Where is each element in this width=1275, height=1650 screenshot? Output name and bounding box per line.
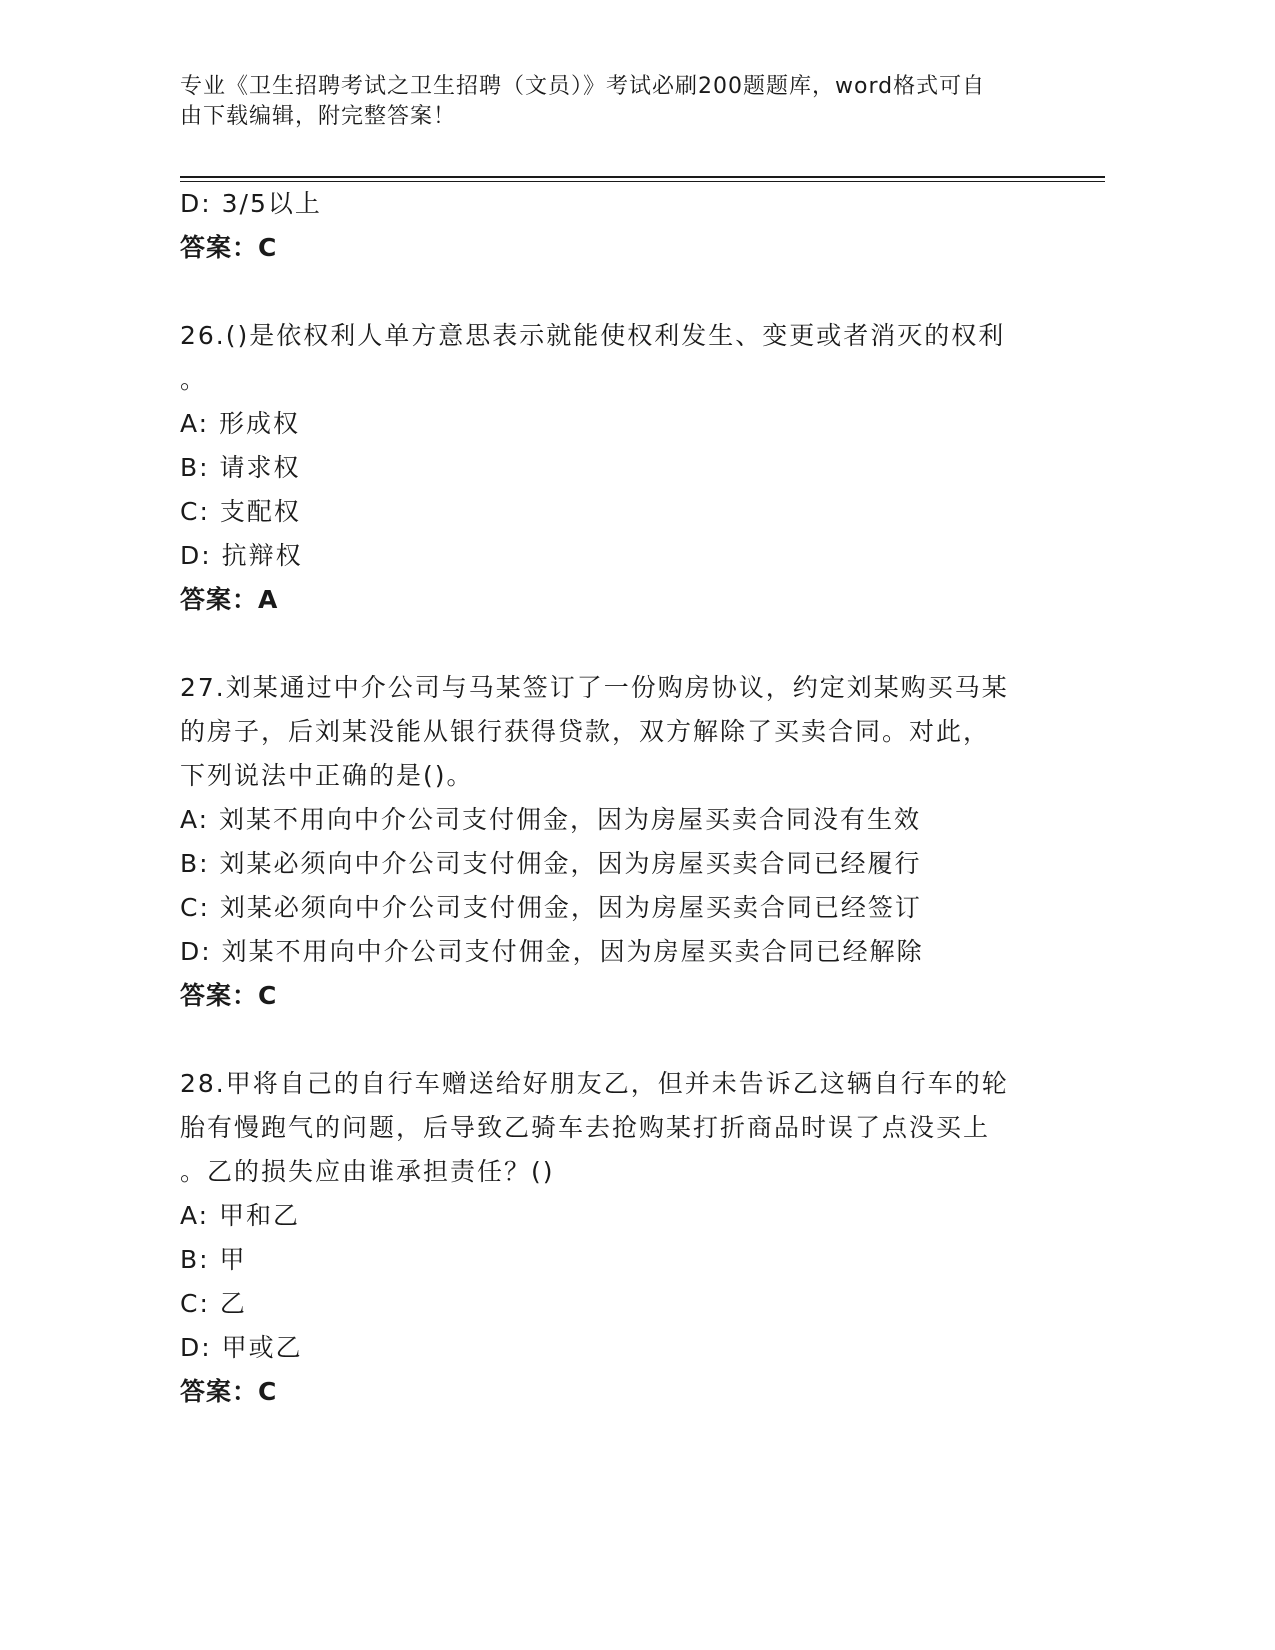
question-text-line: 胎有慢跑气的问题，后导致乙骑车去抢购某打折商品时误了点没买上 bbox=[180, 1113, 991, 1142]
option-c: C: 支配权 bbox=[180, 497, 301, 526]
option-d: D: 3/5以上 bbox=[180, 189, 322, 218]
question-block-26 bbox=[180, 314, 1050, 622]
document-header bbox=[180, 72, 1040, 132]
question-block-27 bbox=[180, 666, 1050, 1018]
option-b: B: 请求权 bbox=[180, 453, 301, 482]
spacer bbox=[180, 270, 1050, 314]
option-b: B: 甲 bbox=[180, 1245, 247, 1274]
option-a: A: 甲和乙 bbox=[180, 1201, 301, 1230]
question-block-25 bbox=[180, 182, 1050, 270]
option-b: B: 刘某必须向中介公司支付佣金，因为房屋买卖合同已经履行 bbox=[180, 849, 922, 878]
question-text-line: 26.()是依权利人单方意思表示就能使权利发生、变更或者消灭的权利 bbox=[180, 321, 1006, 350]
spacer bbox=[180, 622, 1050, 666]
option-d: D: 抗辩权 bbox=[180, 541, 303, 570]
question-text-line: 下列说法中正确的是()。 bbox=[180, 761, 474, 790]
question-list bbox=[180, 182, 1050, 1414]
option-a: A: 形成权 bbox=[180, 409, 301, 438]
answer-line: 答案：C bbox=[180, 981, 278, 1010]
question-block-28 bbox=[180, 1062, 1050, 1414]
spacer bbox=[180, 1018, 1050, 1062]
option-d: D: 甲或乙 bbox=[180, 1333, 303, 1362]
header-divider-thick bbox=[180, 176, 1105, 178]
question-text-line: 。乙的损失应由谁承担责任？() bbox=[180, 1157, 555, 1186]
header-title-line-1: 专业《卫生招聘考试之卫生招聘（文员）》考试必刷200题题库，word格式可自 bbox=[180, 74, 986, 99]
question-text-line: 。 bbox=[180, 365, 208, 394]
answer-line: 答案：A bbox=[180, 585, 279, 614]
option-d: D: 刘某不用向中介公司支付佣金，因为房屋买卖合同已经解除 bbox=[180, 937, 924, 966]
option-c: C: 刘某必须向中介公司支付佣金，因为房屋买卖合同已经签订 bbox=[180, 893, 922, 922]
answer-line: 答案：C bbox=[180, 233, 278, 262]
question-text-line: 的房子，后刘某没能从银行获得贷款，双方解除了买卖合同。对此， bbox=[180, 717, 991, 746]
question-text-line: 28.甲将自己的自行车赠送给好朋友乙，但并未告诉乙这辆自行车的轮 bbox=[180, 1069, 1009, 1098]
header-title-line-2: 由下载编辑，附完整答案！ bbox=[180, 104, 457, 129]
option-a: A: 刘某不用向中介公司支付佣金，因为房屋买卖合同没有生效 bbox=[180, 805, 922, 834]
option-c: C: 乙 bbox=[180, 1289, 247, 1318]
answer-line: 答案：C bbox=[180, 1377, 278, 1406]
question-text-line: 27.刘某通过中介公司与马某签订了一份购房协议，约定刘某购买马某 bbox=[180, 673, 1009, 702]
